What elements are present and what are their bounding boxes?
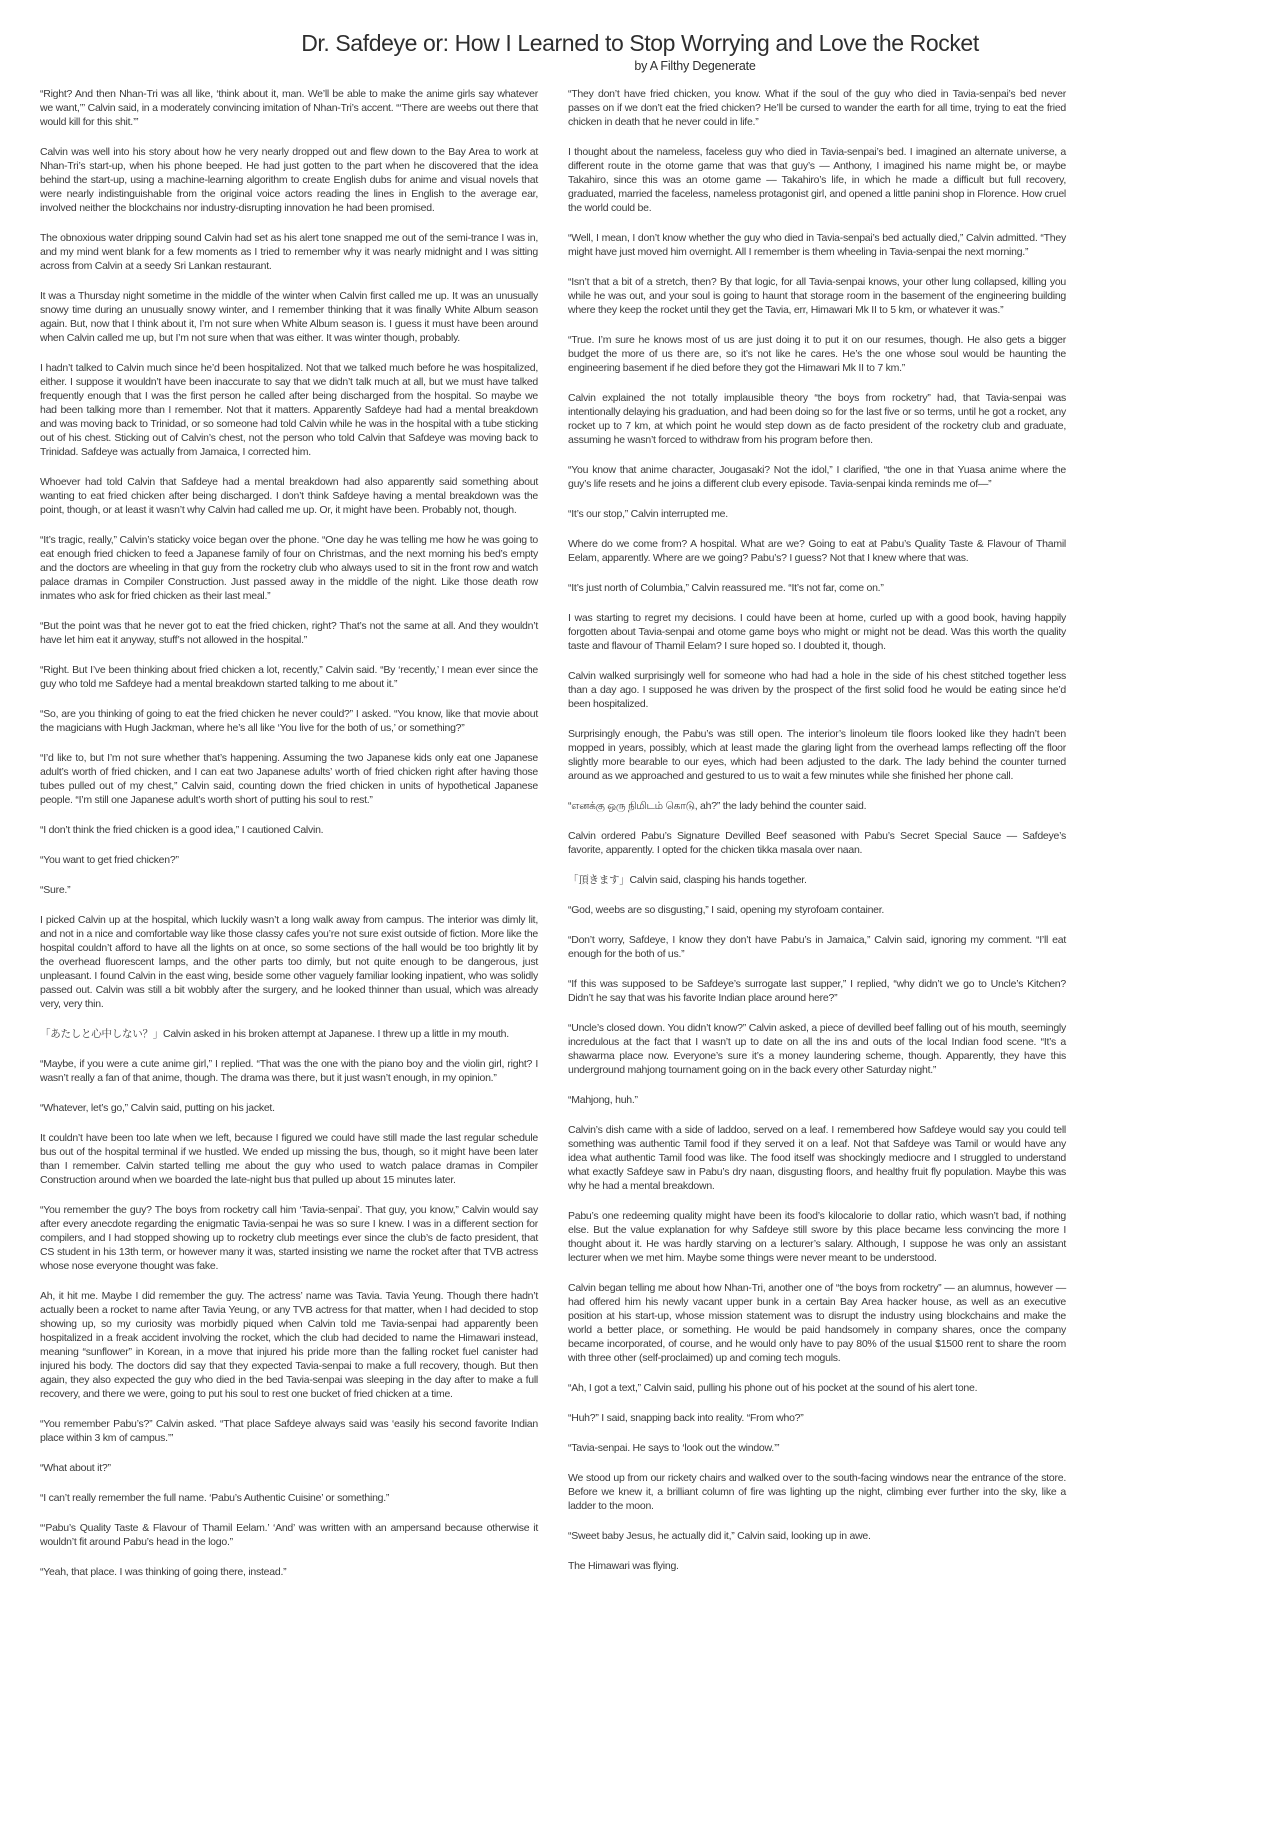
paragraph: Calvin’s dish came with a side of laddoo, served on a leaf. I remembered how Safdeye would say you could tell something was authentic Tamil food if they served it on a leaf. Not that Safdeye was Tamil or would have any idea what authentic Tamil food was like. The food itself was shockingly mediocre and I struggled to understand what exactly Safdeye saw in Pabu’s dry naan, disgusting floors, and healthy fruit fly population. Maybe this was why he had a mental breakdown. [568,1124,1066,1192]
paragraph: “Maybe, if you were a cute anime girl,” I replied. “That was the one with the piano boy and the violin girl, right? I wasn’t really a fan of that anime, though. The drama was there, but it just wasn’t enough, in my opinion.” [40,1058,538,1084]
paragraph: Surprisingly enough, the Pabu’s was still open. The interior’s linoleum tile floors looked like they hadn’t been mopped in years, possibly, which at least made the glaring light from the overhead lamps reflecting off the floor slightly more bearable to our eyes, which had been adjusted to the dark. The lady behind the counter turned around as we approached and gestured to us to wait a few minutes while she finished her phone call. [568,728,1066,782]
paragraph: Calvin explained the not totally implausible theory “the boys from rocketry” had, that Tavia-senpai was intentionally delaying his graduation, and had been doing so for the last five or so terms, until he got a rocket, any rocket up to 7 km, at which point he would step down as de facto president of the rocketry club and graduate, assuming he wasn’t forced to withdraw from his program before then. [568,392,1066,446]
paragraph: “They don’t have fried chicken, you know. What if the soul of the guy who died in Tavia-senpai’s bed never passes on if we don’t eat the fried chicken? He’ll be cursed to wander the earth for all time, trying to eat the fried chicken in death that he never could in life.” [568,88,1066,128]
paragraph: “It’s just north of Columbia,” Calvin reassured me. “It’s not far, come on.” [568,582,884,594]
paragraph: Calvin ordered Pabu’s Signature Devilled Beef seasoned with Pabu’s Secret Special Sauce — Safdeye’s favorite, apparently. I opted for the chicken tikka masala over naan. [568,830,1066,856]
paragraph: “You remember Pabu’s?” Calvin asked. “That place Safdeye always said was ‘easily his second favorite Indian place within 3 km of campus.’” [40,1418,538,1444]
paragraph: Calvin began telling me about how Nhan-Tri, another one of “the boys from rocketry” — an alumnus, however — had offered him his newly vacant upper bunk in a certain Bay Area hacker house, as well as an executive position at his start-up, whose mission statement was to disrupt the industry using blockchains and make the world a better place, or something. He would be paid handsomely in company shares, once the company became incorporated, of course, and he would only have to pay 80% of the usual $1500 rent to share the room with three other (self-proclaimed) up and coming tech moguls. [568,1282,1066,1364]
paragraph: “I can’t really remember the full name. ‘Pabu’s Authentic Cuisine’ or something.” [40,1492,390,1504]
paragraph: Where do we come from? A hospital. What are we? Going to eat at Pabu’s Quality Taste & Flavour of Thamil Eelam, apparently. Where are we going? Pabu’s? I guess? Not that I knew where that was. [568,538,1066,564]
paragraph: “I’d like to, but I’m not sure whether that’s happening. Assuming the two Japanese kids only eat one Japanese adult’s worth of fried chicken, and I can eat two Japanese adults’ worth of fried chicken right after having those tubes pulled out of my chest,” Calvin said, counting down the fried chicken in units of hypothetical Japanese people. “I’m still one Japanese adult’s worth short of putting his soul to rest.” [40,752,538,806]
paragraph: “எனக்கு ஒரு நிமிடம் கொடு, ah?” the lady behind the counter said. [568,800,867,812]
paragraph: “Mahjong, huh.” [568,1094,638,1106]
paragraph: Pabu’s one redeeming quality might have been its food’s kilocalorie to dollar ratio, which wasn’t bad, if nothing else. But the value explanation for why Safdeye still swore by this place became less convincing the more I thought about it. He was hardly starving on a lecturer’s salary. Although, I suppose he was only an assistant lecturer when we met him. Maybe some things were never meant to be understood. [568,1210,1066,1264]
paragraph: “I don’t think the fried chicken is a good idea,” I cautioned Calvin. [40,824,324,836]
document-title: Dr. Safdeye or: How I Learned to Stop Worrying and Love the Rocket [301,30,979,56]
paragraph: “Don’t worry, Safdeye, I know they don’t have Pabu’s in Jamaica,” Calvin said, ignoring my comment. “I’ll eat enough for the both of us.” [568,934,1066,960]
paragraph: Whoever had told Calvin that Safdeye had a mental breakdown had also apparently said something about wanting to eat fried chicken after being discharged. I don’t think Safdeye having a mental breakdown was the point, though, or at least it wasn’t why Calvin had called me up. Or, it might have been. Probably not, though. [40,476,538,516]
paragraph: The Himawari was flying. [568,1560,679,1572]
right-column [568,87,1066,1595]
paragraph: “Ah, I got a text,” Calvin said, pulling his phone out of his pocket at the sound of his alert tone. [568,1382,978,1394]
paragraph: 「あたしと心中しない？」Calvin asked in his broken attempt at Japanese. I threw up a little in my mouth. [40,1028,509,1040]
paragraph: Ah, it hit me. Maybe I did remember the guy. The actress’ name was Tavia. Tavia Yeung. Though there hadn’t actually been a rocket to name after Tavia Yeung, or any TVB actress for that matter, when I had decided to stop showing up, so my curiosity was morbidly piqued when Calvin told me Tavia-senpai had apparently been hospitalized in a freak accident involving the rocket, which the club had decided to name the Himawari instead, meaning “sunflower” in Korean, in a move that injured his pride more than the falling rocket fuel canister had injured his body. The doctors did say that they expected Tavia-senpai to make a full recovery, though. But then again, they also expected the guy who died in the bed Tavia-senpai was sleeping in the day after to make a full recovery, and there we were, going to put his soul to rest one bucket of fried chicken at a time. [40,1290,538,1400]
two-column-layout [40,87,1066,1595]
paragraph: “Whatever, let’s go,” Calvin said, putting on his jacket. [40,1102,275,1114]
paragraph: Calvin walked surprisingly well for someone who had had a hole in the side of his chest stitched together less than a day ago. I supposed he was driven by the prospect of the first solid food he would be eating since he’d been hospitalized. [568,670,1066,710]
paragraph: Calvin was well into his story about how he very nearly dropped out and flew down to the Bay Area to work at Nhan-Tri’s start-up, when his phone beeped. He had just gotten to the part when he discovered that the idea behind the start-up, using a machine-learning algorithm to create English dubs for anime and visual novels that were nearly indistinguishable from the original voice actors reading the lines in English to the average ear, involved neither the blockchains nor industry-disrupting innovation he had been promised. [40,146,538,214]
paragraph: I thought about the nameless, faceless guy who died in Tavia-senpai’s bed. I imagined an alternate universe, a different route in the otome game that was that guy’s — Anthony, I imagined his name might be, or maybe Takahiro, since this was an otome game — Takahiro’s life, in which he made a difficult but full recovery, graduated, married the faceless, nameless protagonist girl, and opened a little panini shop in Florence. How cruel the world could be. [568,146,1066,214]
paragraph: It was a Thursday night sometime in the middle of the winter when Calvin first called me up. It was an unusually snowy time during an unusually snowy winter, and I remember thinking that it was finally White Album season again. But, now that I think about it, I’m not sure when White Album season is. I guess it must have been around when Calvin called me up, but I’m not sure when that was either. It was winter though, probably. [40,290,538,344]
paragraph: “What about it?” [40,1462,111,1474]
paragraph: “If this was supposed to be Safdeye’s surrogate last supper,” I replied, “why didn’t we go to Uncle’s Kitchen? Didn’t he say that was his favorite Indian place around here?” [568,978,1066,1004]
paragraph: “You know that anime character, Jougasaki? Not the idol,” I clarified, “the one in that Yuasa anime where the guy’s life resets and he joins a different club every episode. Tavia-senpai kinda reminds me of—” [568,464,1066,490]
paragraph: “Tavia-senpai. He says to ‘look out the window.’” [568,1442,780,1454]
paragraph: I picked Calvin up at the hospital, which luckily wasn’t a long walk away from campus. The interior was dimly lit, and not in a nice and comfortable way like those classy cafes you’re not sure exist outside of fiction. More like the hospital couldn’t afford to have all the lights on at once, so some sections of the hall would be too brightly lit by the overhead fluorescent lamps, and the other parts too dimly, but not quite enough to be dangerous, just unpleasant. I found Calvin in the east wing, beside some other vaguely familiar looking inpatient, who was solidly passed out. Calvin was still a bit wobbly after the surgery, and he looked thinner than usual, which was already very, very thin. [40,914,538,1010]
paragraph: “‘Pabu’s Quality Taste & Flavour of Thamil Eelam.’ ‘And’ was written with an ampersand because otherwise it wouldn’t fit around Pabu’s head in the logo.” [40,1522,538,1548]
paragraph: “But the point was that he never got to eat the fried chicken, right? That’s not the same at all. And they wouldn’t have let him eat it anyway, stuff’s not allowed in the hospital.” [40,620,538,646]
paragraph: “It’s tragic, really,” Calvin’s staticky voice began over the phone. “One day he was telling me how he was going to eat enough fried chicken to feed a Japanese family of four on Christmas, and the next morning his bed’s empty and the doctors are wheeling in that guy from the rocketry club who always used to sit in the front row and watch palace dramas in Compiler Construction. Just passed away in the middle of the night. Like those death row inmates who ask for fried chicken as their last meal.” [40,534,538,602]
paragraph: “Right? And then Nhan-Tri was all like, ‘think about it, man. We’ll be able to make the anime girls say whatever we want,’” Calvin said, in a moderately convincing imitation of Nhan-Tri’s accent. “‘There are weebs out there that would kill for this shit.’” [40,88,538,128]
paragraph: “Huh?” I said, snapping back into reality. “From who?” [568,1412,804,1424]
paragraph: “You want to get fried chicken?” [40,854,179,866]
paragraph: “It’s our stop,” Calvin interrupted me. [568,508,728,520]
document-byline: by A Filthy Degenerate [634,59,756,73]
paragraph: “Well, I mean, I don’t know whether the guy who died in Tavia-senpai’s bed actually died,” Calvin admitted. “They might have just moved him overnight. All I remember is them wheeling in Tavia-senpai the next morning.” [568,232,1066,258]
paragraph: “So, are you thinking of going to eat the fried chicken he never could?” I asked. “You know, like that movie about the magicians with Hugh Jackman, where he’s all like ‘You live for the both of us,’ or something?” [40,708,538,734]
paragraph: The obnoxious water dripping sound Calvin had set as his alert tone snapped me out of the semi-trance I was in, and my mind went blank for a few moments as I tried to remember why it was nearly midnight and I was sitting across from Calvin at a seedy Sri Lankan restaurant. [40,232,538,272]
paragraph: “Sweet baby Jesus, he actually did it,” Calvin said, looking up in awe. [568,1530,871,1542]
paragraph: I was starting to regret my decisions. I could have been at home, curled up with a good book, having happily forgotten about Tavia-senpai and otome game boys who might or might not be dead. Was this worth the quality taste and flavour of Thamil Eelam? I sure hoped so. I doubted it, though. [568,612,1066,652]
paragraph: It couldn’t have been too late when we left, because I figured we could have still made the last regular schedule bus out of the hospital terminal if we hustled. We ended up missing the bus, though, so it might have been later than I remember. Calvin started telling me about the guy who used to watch palace dramas in Compiler Construction around when we boarded the late-night bus that pulled up about 15 minutes later. [40,1132,538,1186]
left-column [40,87,538,1595]
paragraph: I hadn’t talked to Calvin much since he’d been hospitalized. Not that we talked much before he was hospitalized, either. I suppose it wouldn’t have been inaccurate to say that we didn’t talk much at all, but we must have talked frequently enough that I was the first person he called after being discharged from the hospital. So maybe we had been talking more than I remember. Not that it matters. Apparently Safdeye had had a mental breakdown and was moving back to Trinidad, or so someone had told Calvin while he was in the hospital with a tube sticking out of his chest. Sticking out of Calvin’s chest, not the person who told Calvin that Safdeye was moving back to Trinidad. Safdeye was actually from Jamaica, I corrected him. [40,362,538,458]
paragraph: “You remember the guy? The boys from rocketry call him ‘Tavia-senpai’. That guy, you know,” Calvin would say after every anecdote regarding the enigmatic Tavia-senpai he was so sure I knew. I was in a different section for compilers, and I had stopped showing up to rocketry club meetings ever since the club’s de facto president, that CS student in his 13th term, or however many it was, started insisting we name the rocket after that TVB actress whose nose everyone thought was fake. [40,1204,538,1272]
paragraph: “Uncle’s closed down. You didn’t know?” Calvin asked, a piece of devilled beef falling out of his mouth, seemingly incredulous at the fact that I wasn’t up to date on all the ins and outs of the local Indian food scene. “It’s a shawarma place now. Everyone’s sure it’s a money laundering scheme, though. Apparently, they have this underground mahjong tournament going on in the back every other Saturday night.” [568,1022,1066,1076]
paragraph: “God, weebs are so disgusting,” I said, opening my styrofoam container. [568,904,885,916]
paragraph: “Right. But I’ve been thinking about fried chicken a lot, recently,” Calvin said. “By ‘recently,’ I mean ever since the guy who told me Safdeye had a mental breakdown started talking to me about it.” [40,664,538,690]
paragraph: “Isn’t that a bit of a stretch, then? By that logic, for all Tavia-senpai knows, your other lung collapsed, killing you while he was out, and your soul is going to haunt that storage room in the basement of the engineering building where they keep the rocket until they get the Tavia, err, Himawari Mk II to 5 km, or whatever it was.” [568,276,1066,316]
paragraph: “True. I’m sure he knows most of us are just doing it to put it on our resumes, though. He also gets a bigger budget the more of us there are, so it’s not like he cares. He’s the one whose soul would be haunting the engineering basement if he died before they got the Himawari Mk II to 7 km.” [568,334,1066,374]
paragraph: We stood up from our rickety chairs and walked over to the south-facing windows near the entrance of the store. Before we knew it, a brilliant column of fire was lighting up the night, climbing ever further into the sky, like a ladder to the moon. [568,1472,1066,1512]
paragraph: “Yeah, that place. I was thinking of going there, instead.” [40,1566,287,1578]
paragraph: “Sure.” [40,884,71,896]
paragraph: 「頂きます」Calvin said, clasping his hands together. [568,874,807,886]
